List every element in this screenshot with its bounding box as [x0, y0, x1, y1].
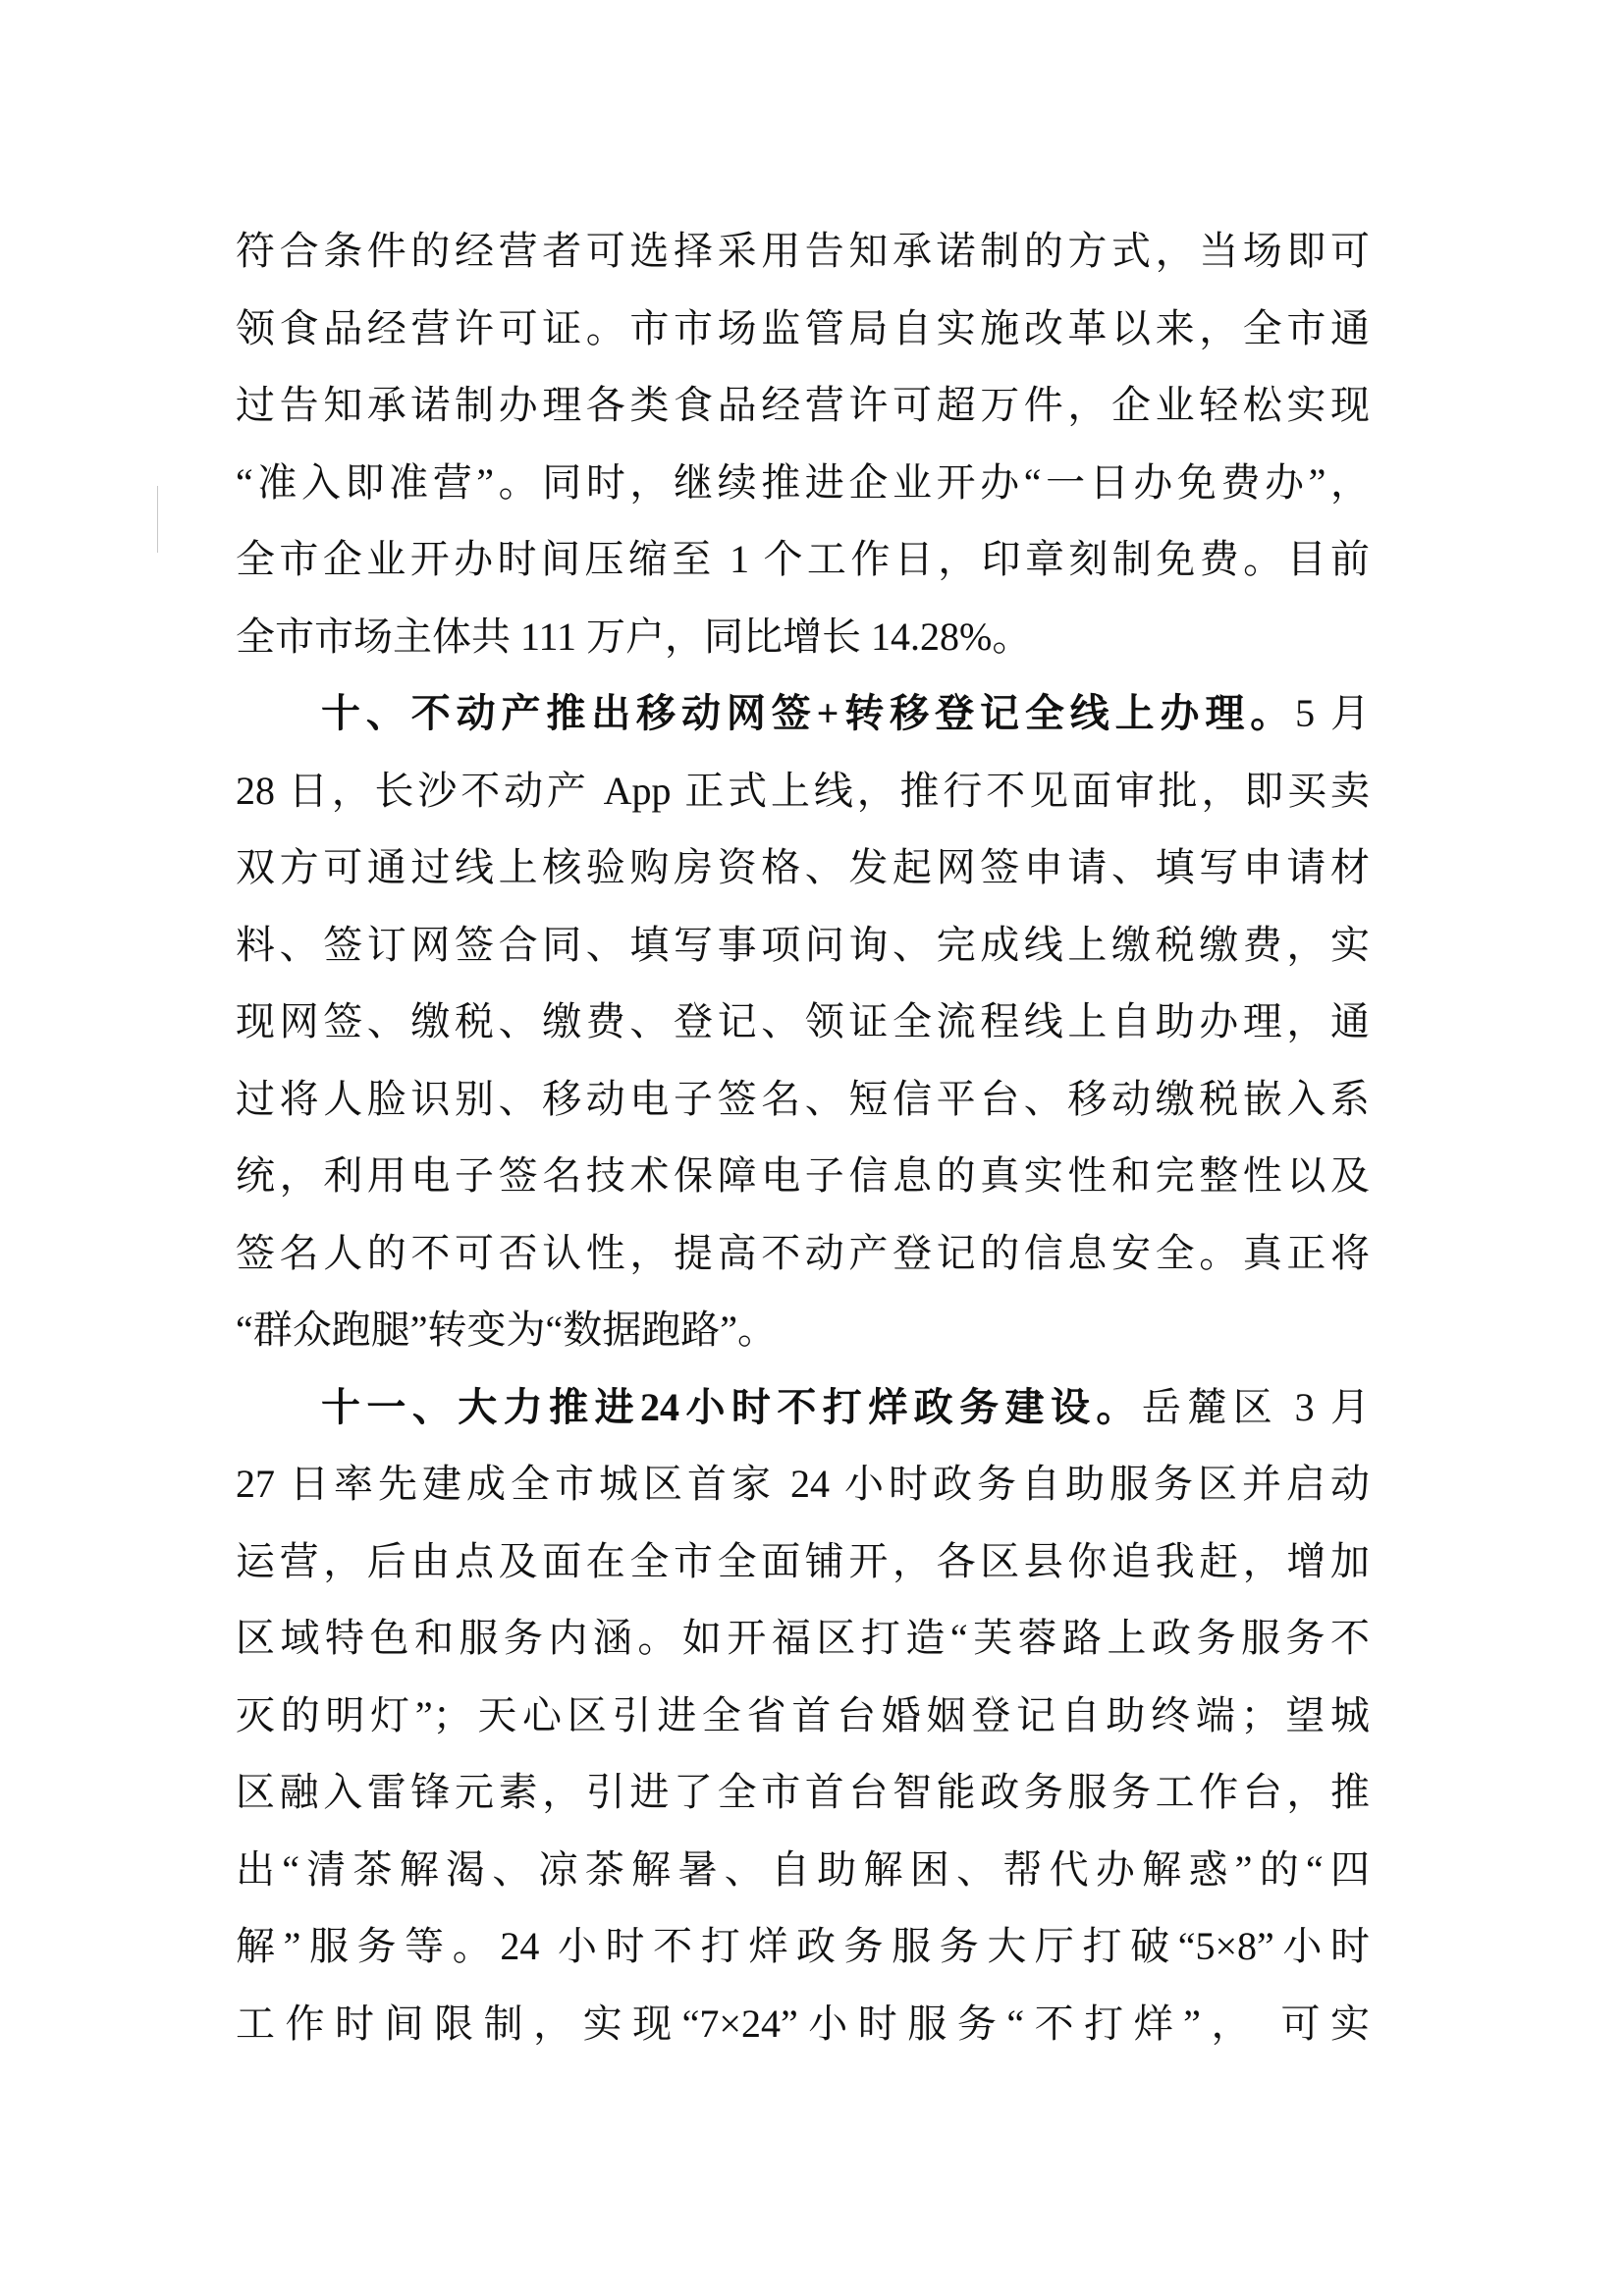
- text-line: “群众跑腿”转变为“数据跑路”。: [236, 1308, 778, 1352]
- text-line: 领食品经营许可证。市市场监管局自实施改革以来，全市通: [236, 305, 1370, 350]
- section-heading-line: [236, 1369, 1370, 1447]
- text-line: 出“清茶解渴、凉茶解暑、自助解困、帮代办解惑”的“四: [236, 1846, 1370, 1892]
- text-line: 双方可通过线上核验购房资格、发起网签申请、填写申请材: [236, 845, 1370, 889]
- text-line: 28 日，长沙不动产 App 正式上线，推行不见面审批，即买卖: [236, 768, 1370, 813]
- text-line: 解”服务等。24 小时不打烊政务服务大厅打破“5×8”小时: [236, 1924, 1370, 1968]
- section-heading-10: 十、不动产推出移动网签+转移登记全线上办理。: [321, 691, 1296, 735]
- heading-line-continuation: 5 月: [1295, 691, 1370, 735]
- section-heading-line: [236, 675, 1370, 753]
- text-line: 工作时间限制，实现“7×24”小时服务“不打烊”， 可实: [236, 2001, 1370, 2046]
- text-line: 全市企业开办时间压缩至 1 个工作日，印章刻制免费。目前: [236, 537, 1370, 581]
- text-line: 符合条件的经营者可选择采用告知承诺制的方式，当场即可: [236, 229, 1370, 273]
- text-line: 料、签订网签合同、填写事项问询、完成线上缴税缴费，实: [236, 922, 1370, 967]
- heading-line-continuation: 岳麓区 3 月: [1141, 1384, 1370, 1429]
- text-line: 全市市场主体共 111 万户，同比增长 14.28%。: [236, 614, 1032, 659]
- scan-artifact-line: [157, 486, 158, 553]
- text-line: 运营，后由点及面在全市全面铺开，各区县你追我赶，增加: [236, 1538, 1370, 1583]
- text-line: 签名人的不可否认性，提高不动产登记的信息安全。真正将: [236, 1230, 1370, 1275]
- document-body: [236, 213, 1370, 2062]
- text-line: 现网签、缴税、缴费、登记、领证全流程线上自助办理，通: [236, 999, 1370, 1043]
- text-line: 27 日率先建成全市城区首家 24 小时政务自助服务区并启动: [236, 1462, 1370, 1506]
- text-line: 灭的明灯”；天心区引进全省首台婚姻登记自助终端；望城: [236, 1692, 1370, 1737]
- text-line: 统，利用电子签名技术保障电子信息的真实性和完整性以及: [236, 1153, 1370, 1198]
- text-line: 区域特色和服务内涵。如开福区打造“芙蓉路上政务服务不: [236, 1616, 1370, 1660]
- section-heading-11: 十一、大力推进24小时不打烊政务建设。: [321, 1384, 1142, 1429]
- text-line: 过告知承诺制办理各类食品经营许可超万件，企业轻松实现: [236, 383, 1370, 427]
- text-line: “准入即准营”。同时，继续推进企业开办“一日办免费办”，: [236, 459, 1370, 505]
- text-line: 区融入雷锋元素，引进了全市首台智能政务服务工作台，推: [236, 1770, 1370, 1814]
- text-line: 过将人脸识别、移动电子签名、短信平台、移动缴税嵌入系: [236, 1076, 1370, 1121]
